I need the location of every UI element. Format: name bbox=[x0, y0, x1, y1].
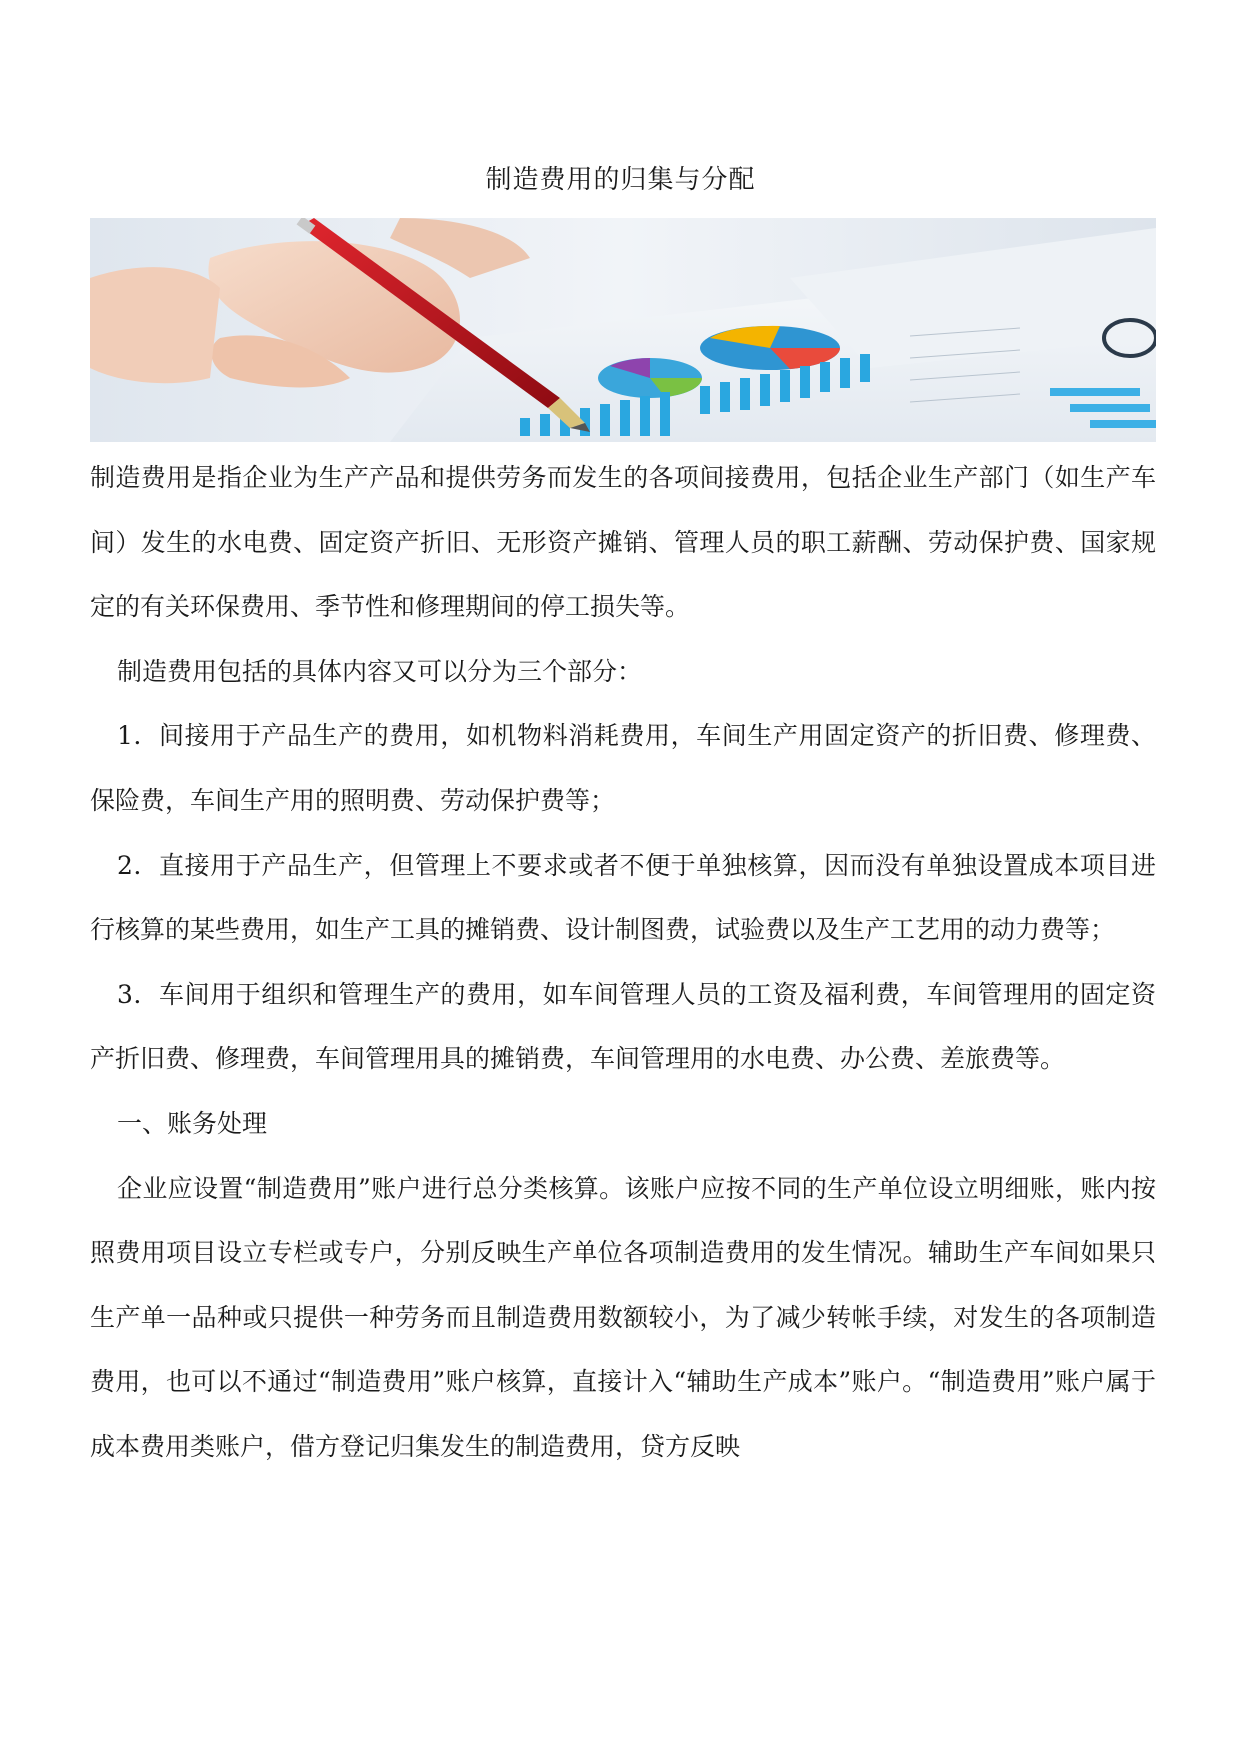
section-heading-accounting: 一、账务处理 bbox=[117, 1108, 268, 1138]
paragraph-item-1: 1．间接用于产品生产的费用，如机物料消耗费用，车间生产用固定资产的折旧费、修理费、保险费，车间生产用的照明费、劳动保护费等； bbox=[90, 721, 1156, 815]
paragraph-parts-intro: 制造费用包括的具体内容又可以分为三个部分： bbox=[117, 656, 643, 686]
hand-pen-chart-icon bbox=[90, 218, 1156, 442]
article-body bbox=[90, 446, 1156, 1480]
paragraph-item-2: 2．直接用于产品生产，但管理上不要求或者不便于单独核算，因而没有单独设置成本项目进行核算的某些费用，如生产工具的摊销费、设计制图费，试验费以及生产工艺用的动力费等； bbox=[90, 850, 1156, 945]
paragraph-intro: 制造费用是指企业为生产产品和提供劳务而发生的各项间接费用，包括企业生产部门（如生产车间）发生的水电费、固定资产折旧、无形资产摊销、管理人员的职工薪酬、劳动保护费、国家规定的有关环保费用、季节性和修理期间的停工损失等。 bbox=[90, 463, 1156, 622]
page-title: 制造费用的归集与分配 bbox=[485, 165, 756, 195]
paragraph-accounting: 企业应设置“制造费用”账户进行总分类核算。该账户应按不同的生产单位设立明细账，账内按照费用项目设立专栏或专户，分别反映生产单位各项制造费用的发生情况。辅助生产车间如果只生产单一品种或只提供一种劳务而且制造费用数额较小，为了减少转帐手续，对发生的各项制造费用，也可以不通过“制造费用”账户核算，直接计入“辅助生产成本”账户。“制造费用”账户属于成本费用类账户，借方登记归集发生的制造费用，贷方反映 bbox=[90, 1173, 1156, 1461]
paragraph-item-3: 3．车间用于组织和管理生产的费用，如车间管理人员的工资及福利费，车间管理用的固定资产折旧费、修理费，车间管理用具的摊销费，车间管理用的水电费、办公费、差旅费等。 bbox=[90, 979, 1156, 1074]
banner-image bbox=[90, 218, 1156, 442]
